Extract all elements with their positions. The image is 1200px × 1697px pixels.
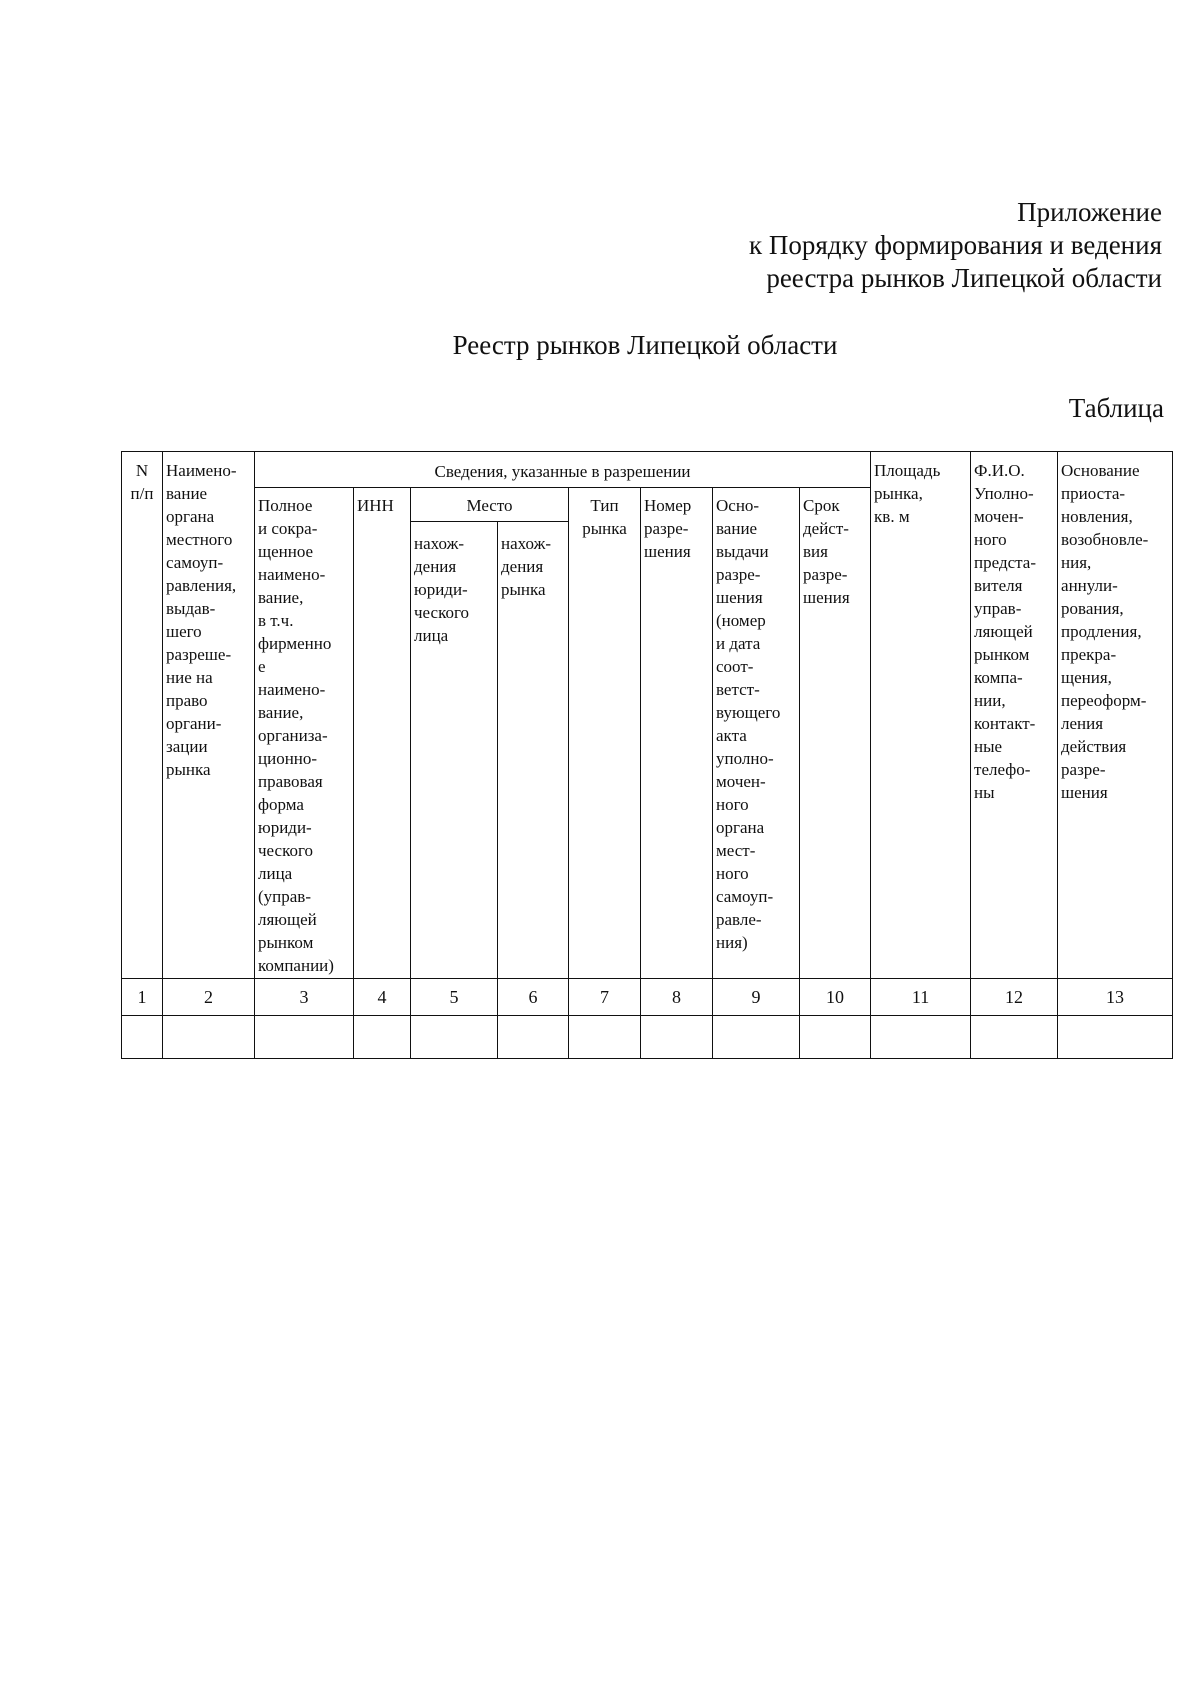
appendix-line-3: реестра рынков Липецкой области	[766, 263, 1162, 293]
column-number: 8	[641, 979, 713, 1016]
column-number: 9	[713, 979, 800, 1016]
empty-cell	[1058, 1016, 1173, 1059]
column-number: 3	[255, 979, 354, 1016]
header-cell-market-area: Площадь рынка, кв. м	[871, 452, 971, 979]
empty-cell	[641, 1016, 713, 1059]
column-number: 7	[569, 979, 641, 1016]
appendix-line-1: Приложение	[1017, 197, 1162, 227]
header-cell-permit-term: Срок дейст- вия разре- шения	[800, 488, 871, 979]
empty-cell	[354, 1016, 411, 1059]
table-label: Таблица	[1068, 393, 1164, 423]
header-cell-market-type: Тип рынка	[569, 488, 641, 979]
header-cell-full-name: Полное и сокра- щенное наимено- вание, в т.ч. фирменно е наимено- вание, организа- ционно- правовая форма юриди- ческого лица (управ- ляющей рынком компании)	[255, 488, 354, 979]
header-cell-issuing-authority: Наимено- вание органа местного самоуп- равления, выдав- шего разреше- ние на право органи- зации рынка	[163, 452, 255, 979]
header-cell-inn: ИНН	[354, 488, 411, 979]
header-cell-representative: Ф.И.О. Уполно- мочен- ного предста- вителя управ- ляющей рынком компа- нии, контакт- ные телефо- ны	[971, 452, 1058, 979]
empty-cell	[569, 1016, 641, 1059]
empty-cell	[122, 1016, 163, 1059]
empty-cell	[411, 1016, 498, 1059]
header-cell-legal-entity-location: нахож- дения юриди- ческого лица	[411, 522, 498, 979]
empty-cell	[971, 1016, 1058, 1059]
market-registry-table	[121, 451, 1173, 1059]
header-cell-market-location: нахож- дения рынка	[498, 522, 569, 979]
column-number: 2	[163, 979, 255, 1016]
header-cell-grounds: Основание приоста- новления, возобновле- ния, аннули- рования, продления, прекра- щения, переоформ- ления действия разре- шения	[1058, 452, 1173, 979]
empty-cell	[871, 1016, 971, 1059]
column-number: 5	[411, 979, 498, 1016]
header-cell-location-group: Место	[411, 488, 569, 522]
column-number: 13	[1058, 979, 1173, 1016]
empty-cell	[800, 1016, 871, 1059]
header-cell-permit-info-group: Сведения, указанные в разрешении	[255, 452, 871, 488]
appendix-block	[749, 196, 1162, 295]
column-number: 4	[354, 979, 411, 1016]
column-number: 12	[971, 979, 1058, 1016]
empty-cell	[255, 1016, 354, 1059]
column-number: 6	[498, 979, 569, 1016]
empty-cell	[713, 1016, 800, 1059]
empty-cell	[498, 1016, 569, 1059]
document-title: Реестр рынков Липецкой области	[452, 330, 838, 360]
appendix-line-2: к Порядку формирования и ведения	[748, 230, 1162, 260]
column-number: 11	[871, 979, 971, 1016]
empty-cell	[163, 1016, 255, 1059]
column-number-row	[122, 979, 1173, 1016]
header-cell-issue-basis: Осно- вание выдачи разре- шения (номер и дата соот- ветст- вующего акта уполно- мочен- ного органа мест- ного самоуп- равле- ния)	[713, 488, 800, 979]
empty-data-row	[122, 1016, 1173, 1059]
column-number: 10	[800, 979, 871, 1016]
header-cell-number: N п/п	[122, 452, 163, 979]
header-cell-permit-number: Номер разре- шения	[641, 488, 713, 979]
header-row-1	[122, 452, 1173, 488]
column-number: 1	[122, 979, 163, 1016]
